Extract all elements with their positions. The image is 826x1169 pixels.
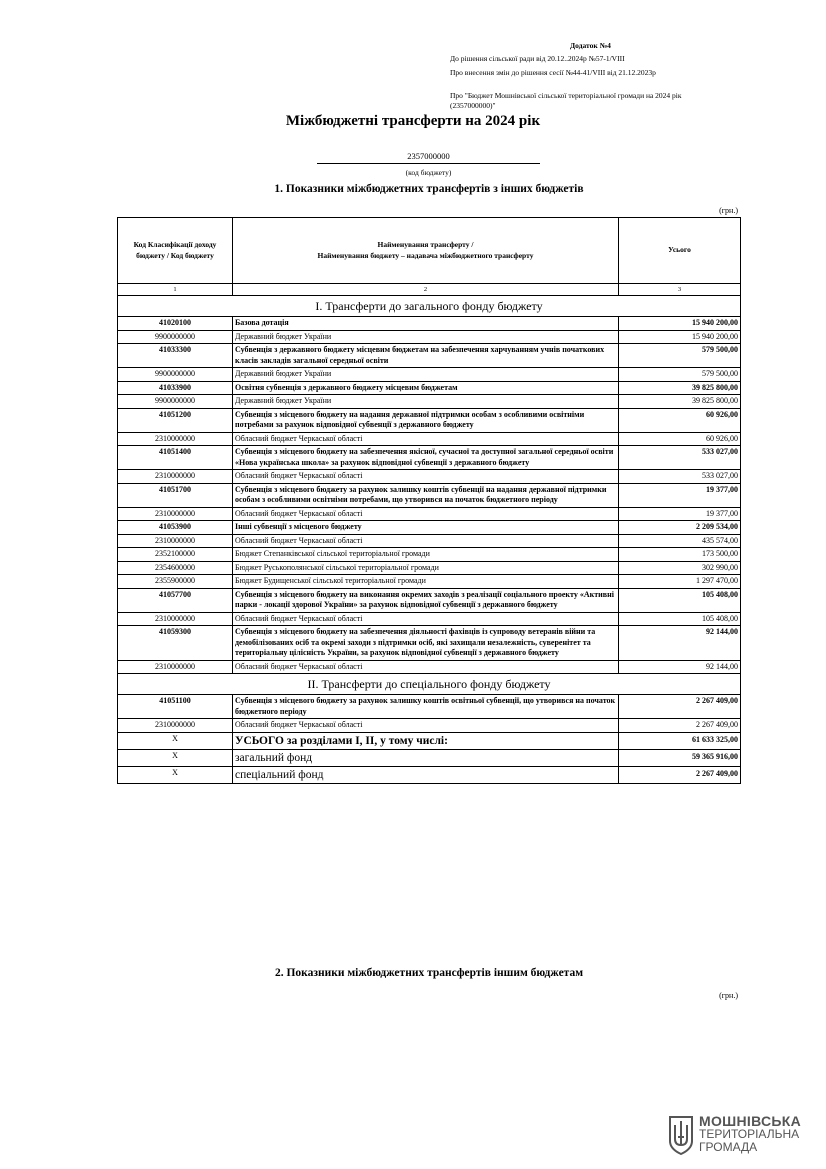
col1-header: Код Класифікації доходу бюджету / Код бюджету <box>118 218 233 284</box>
row-code: 2310000000 <box>118 507 233 521</box>
row-code: 2310000000 <box>118 534 233 548</box>
table-row <box>118 395 741 409</box>
section-special-row <box>118 674 741 695</box>
total-name: УСЬОГО за розділами I, II, у тому числі: <box>233 732 619 749</box>
row-amount: 19 377,00 <box>619 483 741 507</box>
unit-label: (грн.) <box>719 206 738 215</box>
column-numbers-row <box>118 284 741 296</box>
row-amount: 533 027,00 <box>619 446 741 470</box>
table-row <box>118 695 741 719</box>
row-code: 41051200 <box>118 408 233 432</box>
row-name: Субвенція з місцевого бюджету на забезпечення діяльності фахівців із супроводу ветеранів війни та демобілізованих осіб та окремі заходи з підтримки осіб, які захищали незалежність, суверенітет та територіальну цілісність України, за рахунок відповідної субвенції з державного бюджету <box>233 626 619 661</box>
col-num-2: 2 <box>233 284 619 296</box>
row-amount: 2 267 409,00 <box>619 695 741 719</box>
table-row <box>118 521 741 535</box>
row-name: Субвенція з державного бюджету місцевим бюджетам на забезпечення харчуванням учнів початкових класів закладів загальної середньої освіти <box>233 344 619 368</box>
header-line-1: До рішення сільської ради від 20.12..2024р №57-1/VIII <box>450 54 625 63</box>
table-row <box>118 588 741 612</box>
col2-header-line2: Найменування бюджету – надавача міжбюджетного трансферту <box>317 250 534 260</box>
row-amount: 19 377,00 <box>619 507 741 521</box>
logo-line-2: ТЕРИТОРІАЛЬНА <box>699 1127 800 1141</box>
row-code: 2310000000 <box>118 660 233 674</box>
row-name: Обласний бюджет Черкаської області <box>233 660 619 674</box>
row-amount: 15 940 200,00 <box>619 330 741 344</box>
table-row <box>118 561 741 575</box>
row-name: Обласний бюджет Черкаської області <box>233 719 619 733</box>
row-code: 41020100 <box>118 317 233 331</box>
total-code: X <box>118 749 233 766</box>
row-code: 41051700 <box>118 483 233 507</box>
section-1-title: 1. Показники міжбюджетних трансфертів з інших бюджетів <box>274 183 584 195</box>
table-row <box>118 483 741 507</box>
row-name: Державний бюджет України <box>233 368 619 382</box>
trident-emblem-icon <box>667 1115 695 1155</box>
row-name: Обласний бюджет Черкаської області <box>233 470 619 484</box>
row-amount: 39 825 800,00 <box>619 381 741 395</box>
row-name: Обласний бюджет Черкаської області <box>233 507 619 521</box>
total-code: X <box>118 732 233 749</box>
total-amount: 2 267 409,00 <box>619 766 741 783</box>
row-name: Державний бюджет України <box>233 395 619 409</box>
header-line-2: Про внесення змін до рішення сесії №44-41/VIII від 21.12.2023р <box>450 68 656 77</box>
row-code: 41053900 <box>118 521 233 535</box>
row-code: 2310000000 <box>118 432 233 446</box>
page-title: Міжбюджетні трансферти на 2024 рік <box>285 113 541 129</box>
row-amount: 105 408,00 <box>619 588 741 612</box>
col-num-1: 1 <box>118 284 233 296</box>
row-amount: 302 990,00 <box>619 561 741 575</box>
row-code: 2352100000 <box>118 548 233 562</box>
row-name: Бюджет Будищенської сільської територіальної громади <box>233 575 619 589</box>
row-name: Субвенція з місцевого бюджету за рахунок залишку коштів освітньої субвенції, що утворився на початок бюджетного періоду <box>233 695 619 719</box>
table-row <box>118 368 741 382</box>
table-row <box>118 719 741 733</box>
total-name: загальний фонд <box>233 749 619 766</box>
col-num-3: 3 <box>619 284 741 296</box>
row-code: 41033300 <box>118 344 233 368</box>
row-name: Субвенція з місцевого бюджету на надання державної підтримки особам з особливими освітніми потребами за рахунок відповідної субвенції з державного бюджету <box>233 408 619 432</box>
unit-label-2: (грн.) <box>719 991 738 1000</box>
budget-code-caption: (код бюджету) <box>405 168 452 177</box>
total-name: спеціальний фонд <box>233 766 619 783</box>
logo-line-1: МОШНІВСЬКА <box>699 1113 802 1129</box>
row-name: Обласний бюджет Черкаської області <box>233 612 619 626</box>
row-amount: 435 574,00 <box>619 534 741 548</box>
row-code: 9900000000 <box>118 330 233 344</box>
header-line-3: Про "Бюджет Мошнівської сільської територіальної громади на 2024 рік <box>450 91 682 100</box>
col2-header-line1: Найменування трансферту / <box>377 240 474 249</box>
col2-header <box>233 218 619 284</box>
row-amount: 92 144,00 <box>619 626 741 661</box>
table-row <box>118 534 741 548</box>
budget-code: 2357000000 <box>317 151 540 164</box>
table-header-row <box>118 218 741 284</box>
row-amount: 15 940 200,00 <box>619 317 741 331</box>
table-row <box>118 612 741 626</box>
total-row <box>118 749 741 766</box>
section-general-label: I. Трансферти до загального фонду бюджету <box>118 296 741 317</box>
row-amount: 92 144,00 <box>619 660 741 674</box>
row-name: Обласний бюджет Черкаської області <box>233 432 619 446</box>
row-name: Бюджет Руськополянської сільської територіальної громади <box>233 561 619 575</box>
transfers-table <box>117 217 741 784</box>
row-code: 2310000000 <box>118 719 233 733</box>
row-name: Бюджет Степанківської сільської територіальної громади <box>233 548 619 562</box>
row-name: Субвенція з місцевого бюджету на виконання окремих заходів з реалізації соціального проекту «Активні парки - локації здорової України» за рахунок відповідної субвенції з державного бюджету <box>233 588 619 612</box>
total-row <box>118 732 741 749</box>
row-amount: 60 926,00 <box>619 432 741 446</box>
row-name: Обласний бюджет Черкаської області <box>233 534 619 548</box>
col3-header: Усього <box>619 218 741 284</box>
row-name: Інші субвенції з місцевого бюджету <box>233 521 619 535</box>
row-amount: 39 825 800,00 <box>619 395 741 409</box>
table-row <box>118 470 741 484</box>
row-code: 9900000000 <box>118 395 233 409</box>
total-amount: 59 365 916,00 <box>619 749 741 766</box>
table-row <box>118 626 741 661</box>
section-special-label: II. Трансферти до спеціального фонду бюджету <box>118 674 741 695</box>
table-row <box>118 317 741 331</box>
logo-line-3: ГРОМАДА <box>699 1140 758 1154</box>
row-code: 2310000000 <box>118 612 233 626</box>
table-row <box>118 344 741 368</box>
table-row <box>118 548 741 562</box>
total-row <box>118 766 741 783</box>
row-name: Державний бюджет України <box>233 330 619 344</box>
row-amount: 579 500,00 <box>619 344 741 368</box>
row-amount: 2 209 534,00 <box>619 521 741 535</box>
row-code: 2310000000 <box>118 470 233 484</box>
total-code: X <box>118 766 233 783</box>
row-code: 9900000000 <box>118 368 233 382</box>
row-amount: 173 500,00 <box>619 548 741 562</box>
section-2-title: 2. Показники міжбюджетних трансфертів іншим бюджетам <box>274 967 584 979</box>
row-amount: 1 297 470,00 <box>619 575 741 589</box>
row-name: Субвенція з місцевого бюджету за рахунок залишку коштів субвенції на надання державної підтримки особам з особливими освітніми потребами, що утворився на початок бюджетного періоду <box>233 483 619 507</box>
header-line-4: (2357000000)" <box>450 101 496 110</box>
municipality-logo <box>667 1115 807 1159</box>
total-amount: 61 633 325,00 <box>619 732 741 749</box>
row-name: Базова дотація <box>233 317 619 331</box>
table-row <box>118 446 741 470</box>
row-code: 41057700 <box>118 588 233 612</box>
table-row <box>118 432 741 446</box>
appendix-label: Додаток №4 <box>570 41 611 50</box>
section-general-row <box>118 296 741 317</box>
table-row <box>118 381 741 395</box>
row-amount: 60 926,00 <box>619 408 741 432</box>
row-code: 2354600000 <box>118 561 233 575</box>
table-row <box>118 660 741 674</box>
row-code: 41059300 <box>118 626 233 661</box>
row-amount: 533 027,00 <box>619 470 741 484</box>
row-code: 41033900 <box>118 381 233 395</box>
row-amount: 579 500,00 <box>619 368 741 382</box>
row-code: 41051100 <box>118 695 233 719</box>
row-amount: 2 267 409,00 <box>619 719 741 733</box>
table-row <box>118 507 741 521</box>
row-code: 2355900000 <box>118 575 233 589</box>
row-amount: 105 408,00 <box>619 612 741 626</box>
table-row <box>118 330 741 344</box>
row-name: Субвенція з місцевого бюджету на забезпечення якісної, сучасної та доступної загальної середньої освіти «Нова українська школа» за рахунок відповідної субвенції з державного бюджету <box>233 446 619 470</box>
table-row <box>118 408 741 432</box>
table-row <box>118 575 741 589</box>
row-name: Освітня субвенція з державного бюджету місцевим бюджетам <box>233 381 619 395</box>
row-code: 41051400 <box>118 446 233 470</box>
